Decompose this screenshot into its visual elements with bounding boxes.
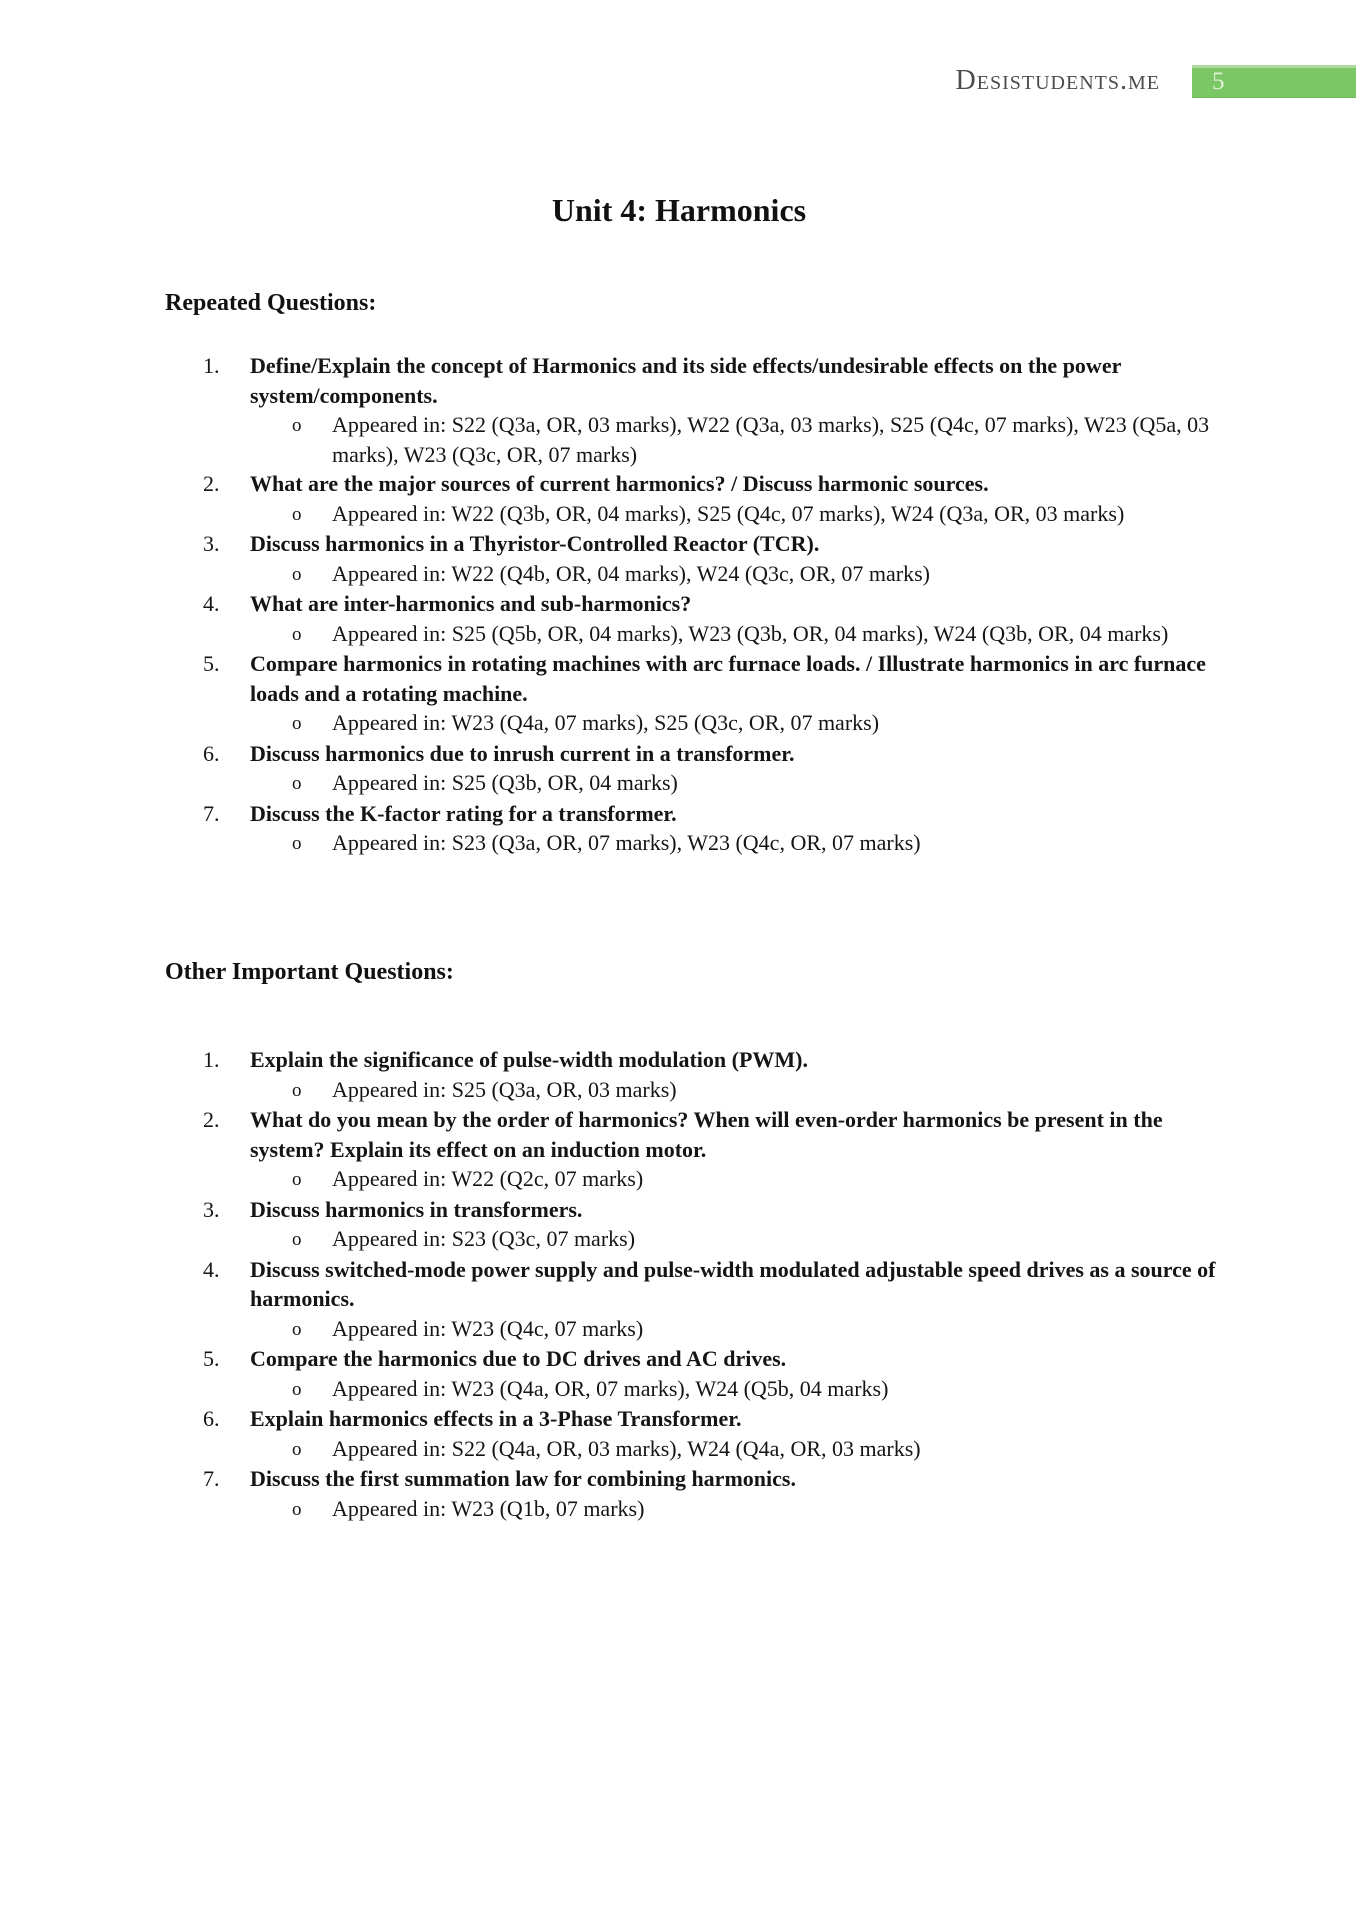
appearance-item: [292, 1224, 1238, 1255]
appearance-item: [292, 1075, 1238, 1106]
appearance-item: [292, 708, 1238, 739]
appearance-item: [292, 1374, 1238, 1405]
appearance-text: Appeared in: W23 (Q4c, 07 marks): [332, 1315, 644, 1341]
question-text: Discuss harmonics in a Thyristor-Controlled Reactor (TCR).: [250, 531, 820, 556]
circle-bullet-icon: o: [292, 1229, 302, 1250]
question-number: 7.: [203, 1466, 220, 1491]
question-list-repeated: [203, 351, 1238, 859]
question-item: [203, 1045, 1238, 1075]
question-number: 3.: [203, 1196, 220, 1222]
appearance-text: Appeared in: S23 (Q3c, 07 marks): [332, 1226, 636, 1251]
circle-bullet-icon: o: [292, 713, 302, 734]
question-text: What are inter-harmonics and sub-harmonics?: [250, 591, 692, 616]
question-text: Compare harmonics in rotating machines with arc furnace loads. / Illustrate harmonics in arc furnace loads and a rotating machine.: [250, 651, 1206, 706]
question-item: [203, 529, 1238, 559]
question-number: 5.: [203, 1346, 220, 1371]
appearance-item: [292, 1434, 1238, 1465]
question-number: 1.: [203, 1047, 220, 1072]
appearance-text: Appeared in: S25 (Q3a, OR, 03 marks): [332, 1076, 677, 1102]
question-item: [203, 1255, 1238, 1314]
question-number: 2.: [203, 1107, 220, 1132]
question-item: [203, 1195, 1238, 1225]
appearance-item: [292, 768, 1238, 799]
appearance-text: Appeared in: W23 (Q1b, 07 marks): [332, 1495, 645, 1521]
question-number: 6.: [203, 740, 220, 766]
question-item: [203, 469, 1238, 499]
appearance-item: [292, 410, 1238, 469]
question-number: 3.: [203, 531, 220, 556]
circle-bullet-icon: o: [292, 1169, 302, 1190]
appearance-item: [292, 499, 1238, 530]
question-number: 4.: [203, 591, 220, 616]
page-number: 5: [1212, 68, 1225, 95]
appearance-text: Appeared in: W22 (Q2c, 07 marks): [332, 1166, 644, 1191]
appearance-text: Appeared in: S23 (Q3a, OR, 07 marks), W23 (Q4c, OR, 07 marks): [332, 830, 921, 855]
appearance-text: Appeared in: W23 (Q4a, 07 marks), S25 (Q3c, OR, 07 marks): [332, 710, 880, 735]
appearance-item: [292, 619, 1238, 650]
question-text: What do you mean by the order of harmonics? When will even-order harmonics be present in the system? Explain its effect on an induction motor.: [250, 1107, 1163, 1162]
question-text: Explain the significance of pulse-width modulation (PWM).: [250, 1047, 808, 1072]
question-text: Explain harmonics effects in a 3-Phase Transformer.: [250, 1406, 742, 1431]
circle-bullet-icon: o: [292, 623, 302, 645]
appearance-item: [292, 1314, 1238, 1345]
question-item: [203, 1404, 1238, 1434]
question-number: 7.: [203, 800, 220, 826]
question-item: [203, 1464, 1238, 1494]
circle-bullet-icon: o: [292, 1318, 302, 1340]
appearance-text: Appeared in: W22 (Q3b, OR, 04 marks), S25 (Q4c, 07 marks), W24 (Q3a, OR, 03 marks): [332, 500, 1125, 526]
question-item: [203, 589, 1238, 619]
appearance-item: [292, 559, 1238, 590]
question-text: Compare the harmonics due to DC drives and AC drives.: [250, 1346, 787, 1371]
appearance-text: Appeared in: S22 (Q4a, OR, 03 marks), W24 (Q4a, OR, 03 marks): [332, 1435, 921, 1461]
circle-bullet-icon: o: [292, 563, 302, 585]
circle-bullet-icon: o: [292, 503, 302, 525]
circle-bullet-icon: o: [292, 1378, 302, 1400]
question-text: Discuss the first summation law for combining harmonics.: [250, 1466, 796, 1491]
circle-bullet-icon: o: [292, 1498, 302, 1520]
page-header: [0, 64, 1358, 98]
circle-bullet-icon: o: [292, 1079, 302, 1101]
question-text: Discuss switched-mode power supply and pulse-width modulated adjustable speed drives as a source of harmonics.: [250, 1256, 1216, 1311]
question-item: [203, 799, 1238, 829]
question-text: Discuss harmonics due to inrush current in a transformer.: [250, 740, 795, 766]
circle-bullet-icon: o: [292, 1438, 302, 1460]
appearance-item: [292, 1164, 1238, 1195]
question-list-other-important: [203, 1045, 1238, 1524]
question-number: 4.: [203, 1256, 220, 1282]
circle-bullet-icon: o: [292, 773, 302, 794]
section-heading-repeated-questions: Repeated Questions:: [165, 290, 377, 316]
question-item: [203, 1344, 1238, 1374]
appearance-text: Appeared in: S25 (Q3b, OR, 04 marks): [332, 770, 678, 795]
question-item: [203, 739, 1238, 769]
question-item: [203, 1105, 1238, 1164]
question-number: 1.: [203, 353, 220, 378]
question-item: [203, 351, 1238, 410]
question-number: 2.: [203, 471, 220, 496]
page-number-badge: [1192, 65, 1356, 98]
appearance-text: Appeared in: S25 (Q5b, OR, 04 marks), W23 (Q3b, OR, 04 marks), W24 (Q3b, OR, 04 marks): [332, 620, 1169, 646]
question-item: [203, 649, 1238, 708]
appearance-item: [292, 1494, 1238, 1525]
question-text: Discuss the K-factor rating for a transformer.: [250, 800, 677, 826]
page-title: Unit 4: Harmonics: [551, 192, 807, 228]
circle-bullet-icon: o: [292, 415, 302, 436]
question-text: Define/Explain the concept of Harmonics and its side effects/undesirable effects on the power system/components.: [250, 353, 1121, 408]
question-number: 6.: [203, 1406, 220, 1431]
question-text: What are the major sources of current harmonics? / Discuss harmonic sources.: [250, 471, 989, 496]
appearance-text: Appeared in: S22 (Q3a, OR, 03 marks), W22 (Q3a, 03 marks), S25 (Q4c, 07 marks), W23 (Q5a, 03 marks), W23 (Q3c, OR, 07 marks): [332, 412, 1210, 467]
question-text: Discuss harmonics in transformers.: [250, 1196, 583, 1222]
circle-bullet-icon: o: [292, 833, 302, 854]
section-heading-other-important-questions: Other Important Questions:: [165, 959, 454, 985]
question-number: 5.: [203, 651, 220, 676]
appearance-item: [292, 828, 1238, 859]
site-name: Desistudents.me: [955, 65, 1160, 96]
appearance-text: Appeared in: W23 (Q4a, OR, 07 marks), W24 (Q5b, 04 marks): [332, 1375, 889, 1401]
appearance-text: Appeared in: W22 (Q4b, OR, 04 marks), W24 (Q3c, OR, 07 marks): [332, 560, 930, 586]
